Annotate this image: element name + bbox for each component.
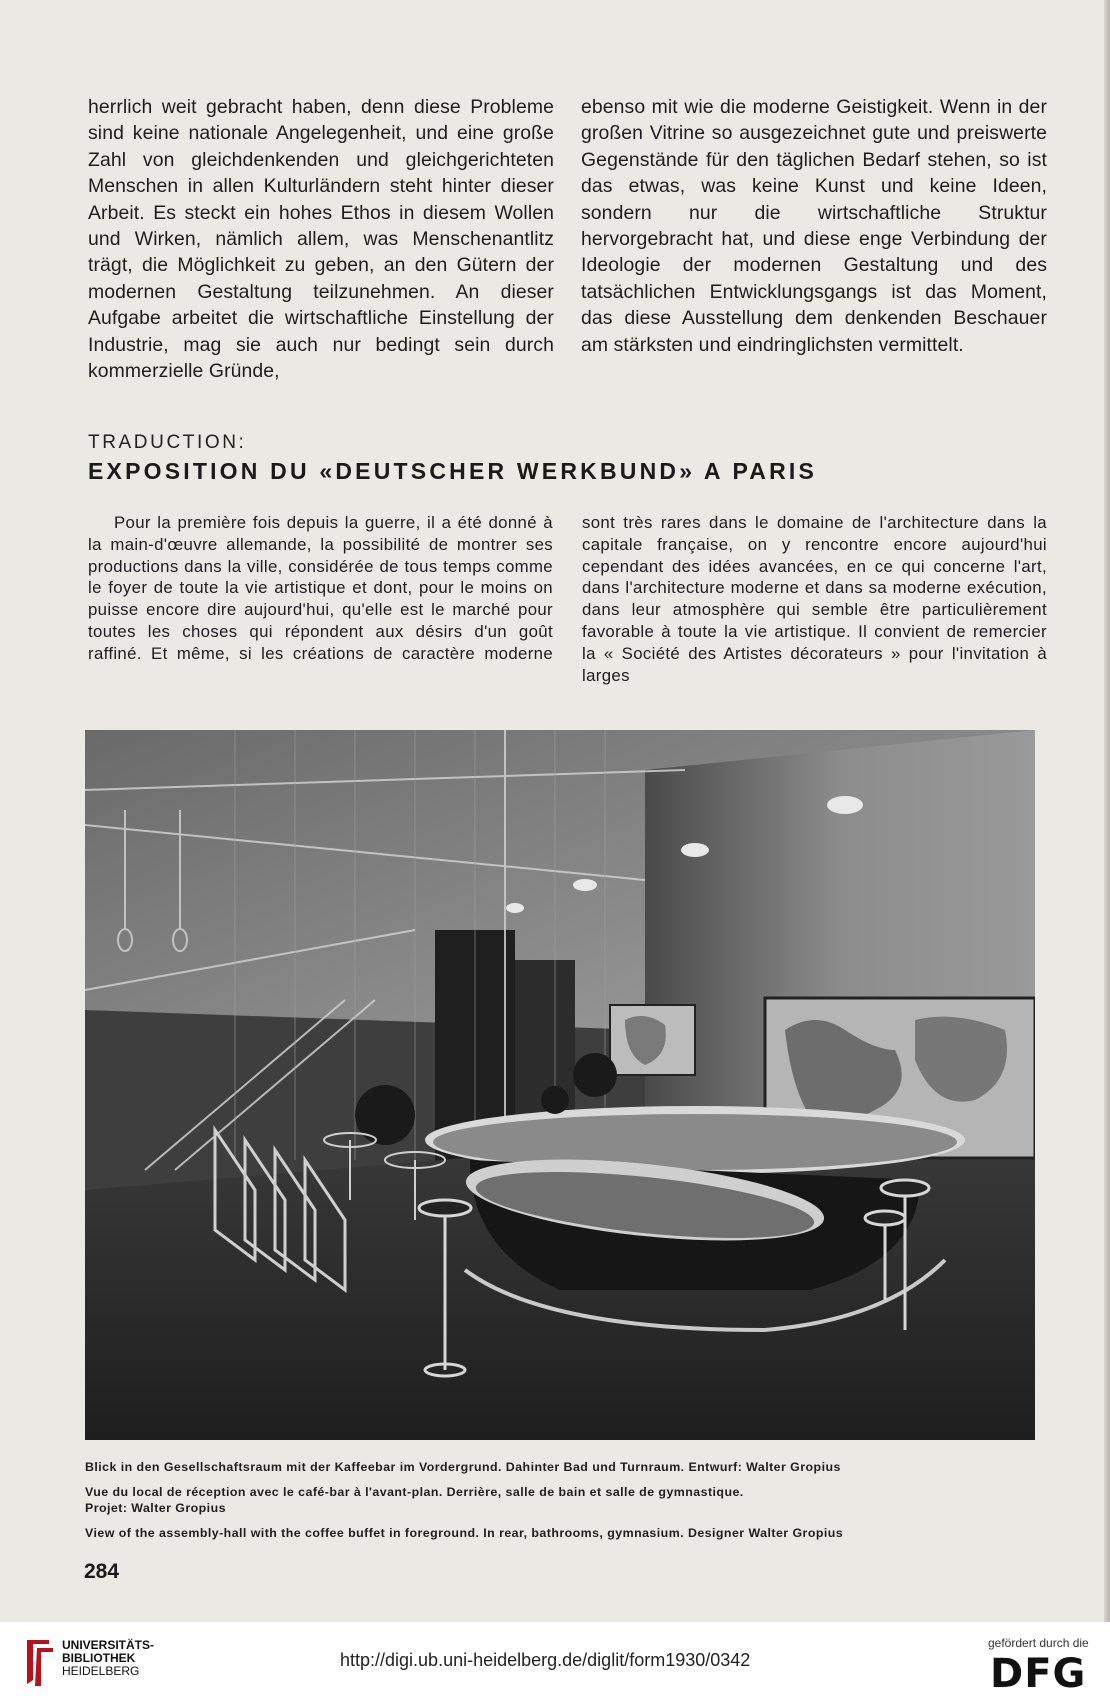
university-library-logo-icon xyxy=(25,1636,55,1688)
caption-french-credit: Projet: Walter Gropius xyxy=(85,1501,226,1515)
german-text-right-column xyxy=(581,94,1047,358)
library-name-line2: BIBLIOTHEK xyxy=(62,1651,136,1665)
library-name-line3: HEIDELBERG xyxy=(62,1664,140,1678)
caption-english: View of the assembly-hall with the coffee buffet in foreground. In rear, bathrooms, gymnasium. Designer Walter Gropius xyxy=(85,1526,844,1540)
digitization-footer xyxy=(0,1622,1110,1706)
exhibition-photograph xyxy=(85,730,1035,1440)
french-paragraph-right: sont très rares dans le domaine de l'architecture dans la capitale française, on y rencontre encore aujourd'hui cependant des idées avancées, en ce qui concerne l'art, dans l'architecture moderne et dans sa moderne exécution, dans leur atmosphère qui semble être particulièrement favorable à toute la vie artistique. Il convient de remercier la « Société des Artistes décorateurs » pour l'invitation à larges xyxy=(582,513,1047,685)
french-text-right-column xyxy=(582,512,1047,686)
french-text-left-column xyxy=(88,512,553,665)
caption-german: Blick in den Gesellschaftsraum mit der Kaffeebar im Vordergrund. Dahinter Bad und Turnraum. Entwurf: Walter Gropius xyxy=(85,1460,841,1474)
funding-label: gefördert durch die xyxy=(988,1636,1089,1650)
photograph-icon xyxy=(85,730,1035,1440)
caption-french: Vue du local de réception avec le café-bar à l'avant-plan. Derrière, salle de bain et salle de gymnastique. xyxy=(85,1485,744,1499)
german-text-left-column xyxy=(88,94,554,384)
section-heading: EXPOSITION DU «DEUTSCHER WERKBUND» A PARIS xyxy=(88,458,818,484)
caption-french-block xyxy=(85,1484,1040,1516)
page-number: 284 xyxy=(84,1560,120,1583)
french-paragraph-left: Pour la première fois depuis la guerre, il a été donné à la main-d'œuvre allemande, la possibilité de montrer ses productions dans la ville, considérée de tous temps comme le foyer de toute la vie artistique et dont, pour le moins on puisse encore dire aujourd'hui, qu'elle est le marché pour toutes les choses qui répondent aux désirs d'un goût raffiné. Et même, si les créations de caractère moderne xyxy=(88,513,553,663)
page-edge xyxy=(1104,0,1110,1622)
library-name-line1: UNIVERSITÄTS- xyxy=(62,1638,155,1652)
german-paragraph-left: herrlich weit gebracht haben, denn diese Probleme sind keine nationale Angelegenheit, und eine große Zahl von gleichdenkenden und gleichgerichteten Menschen in allen Kulturländern steht hinter dieser Arbeit. Es steckt ein hohes Ethos in diesem Wollen und Wirken, nämlich allem, was Menschenantlitz trägt, die Möglichkeit zu geben, an den Gütern der modernen Gestaltung teilzunehmen. An dieser Aufgabe arbeitet die wirtschaftliche Einstellung der Industrie, mag sie auch nur bedingt sein durch kommerzielle Gründe, xyxy=(88,96,554,383)
library-name xyxy=(62,1639,154,1678)
permalink-url[interactable]: http://digi.ub.uni-heidelberg.de/diglit/form1930/0342 xyxy=(340,1650,751,1670)
section-label: TRADUCTION: xyxy=(88,432,247,453)
german-paragraph-right: ebenso mit wie die moderne Geistigkeit. Wenn in der großen Vitrine so ausgezeichnet gute und preiswerte Gegenstände für den täglichen Bedarf stehen, so ist das etwas, was keine Kunst und keine Ideen, sondern nur die wirtschaftliche Struktur hervorgebracht hat, und diese enge Verbindung der Ideologie der modernen Gestaltung und des tatsächlichen Entwicklungsgangs ist das Moment, das diese Ausstellung dem denkenden Beschauer am stärksten und eindringlichsten vermittelt. xyxy=(581,96,1047,356)
dfg-logo: DFG xyxy=(990,1651,1087,1697)
